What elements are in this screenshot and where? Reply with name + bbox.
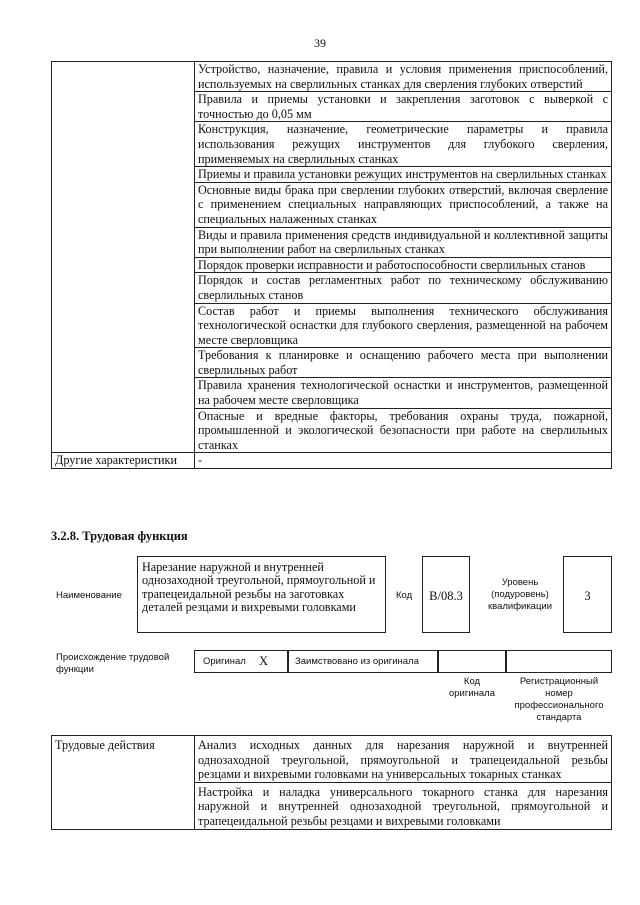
other-characteristics-value: -	[195, 453, 612, 469]
reg-number-label: Регистрационный номер профессионального стандарта	[514, 676, 604, 723]
knowledge-item: Правила и приемы установки и закрепления заготовок с выверкой с точностью до 0,05 мм	[195, 92, 612, 122]
table-row	[52, 453, 612, 469]
knowledge-item: Требования к планировке и оснащению рабочего места при выполнении сверлильных работ	[195, 348, 612, 378]
origin-label: Происхождение трудовой функции	[56, 652, 170, 675]
knowledge-item: Порядок и состав регламентных работ по техническому обслуживанию сверлильных станов	[195, 273, 612, 303]
level-label: Уровень (подуровень) квалификации	[487, 577, 553, 612]
borrowed-cell	[288, 650, 438, 673]
knowledge-item: Виды и правила применения средств индивидуальной и коллективной защиты при выполнении работ на сверлильных станках	[195, 227, 612, 257]
code-original-label: Код оригинала	[448, 676, 495, 699]
knowledge-item: Устройство, назначение, правила и условия применения приспособлений, используемых на сверлильных станках для сверления глубоких отверстий	[195, 62, 612, 92]
page-number: 39	[314, 36, 326, 50]
section-title: 3.2.8. Трудовая функция	[51, 529, 188, 543]
knowledge-item: Приемы и правила установки режущих инструментов на сверлильных станках	[195, 167, 612, 183]
knowledge-item: Правила хранения технологической оснастки и инструментов, размещенной на рабочем месте сверловщика	[195, 378, 612, 408]
table-row	[52, 62, 612, 92]
knowledge-label-cell	[52, 62, 195, 453]
knowledge-item: Состав работ и приемы выполнения технического обслуживания технологической оснастки для глубокого сверления, размещенной на рабочем месте сверловщика	[195, 303, 612, 348]
reg-number-cell	[506, 650, 612, 673]
knowledge-item: Опасные и вредные факторы, требования охраны труда, пожарной, промышленной и экологической безопасности при работе на сверлильных станках	[195, 408, 612, 453]
level-value-box: 3	[563, 556, 612, 633]
function-code-box: В/08.3	[422, 556, 470, 633]
other-characteristics-label: Другие характеристики	[52, 453, 195, 469]
knowledge-table	[51, 61, 612, 469]
action-item: Настройка и наладка универсального токарного станка для нарезания наружной и внутренней однозаходной треугольной, прямоугольной и трапецеидальной резьбы резцами и вихревыми головками	[195, 782, 612, 829]
original-cell	[194, 650, 288, 673]
actions-label: Трудовые действия	[52, 736, 195, 830]
action-item: Анализ исходных данных для нарезания наружной и внутренней однозаходной треугольной, прямоугольной и трапецеидальной резьбы резцами и вихревыми головками на универсальных токарных станках	[195, 736, 612, 783]
code-label: Код	[396, 590, 413, 601]
function-name-box: Нарезание наружной и внутренней однозаходной треугольной, прямоугольной и трапецеидальной резьбы на заготовках деталей резцами и вихревыми головками	[137, 556, 386, 633]
code-original-cell	[438, 650, 506, 673]
original-mark: Х	[259, 654, 269, 668]
actions-table	[51, 735, 612, 830]
knowledge-item: Конструкция, назначение, геометрические параметры и правила использования режущих инструментов для глубокого сверления, применяемых на сверлильных станках	[195, 122, 612, 167]
table-row	[52, 736, 612, 783]
knowledge-item: Основные виды брака при сверлении глубоких отверстий, включая сверление с применением специальных направляющих приспособлений, а также на специальных налаженных станках	[195, 182, 612, 227]
name-label: Наименование	[56, 590, 122, 601]
original-label: Оригинал	[203, 656, 246, 667]
knowledge-item: Порядок проверки исправности и работоспособности сверлильных станов	[195, 257, 612, 273]
borrowed-label: Заимствовано из оригинала	[295, 656, 419, 667]
